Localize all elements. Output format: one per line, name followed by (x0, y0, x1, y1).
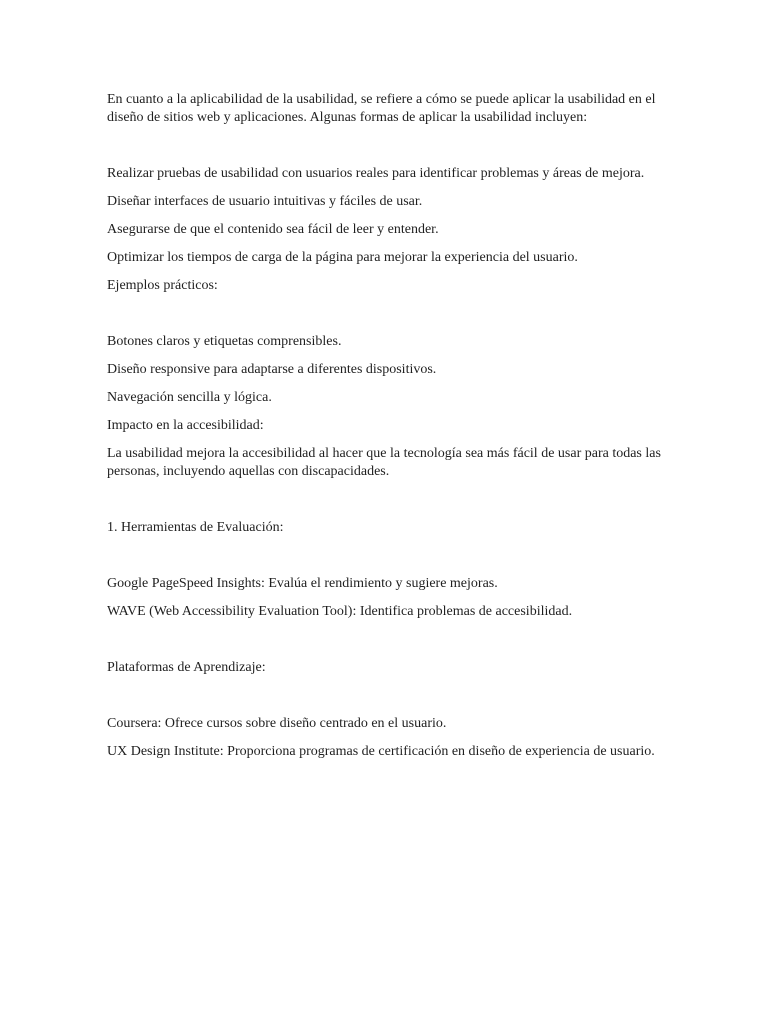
impact-paragraph: La usabilidad mejora la accesibilidad al hacer que la tecnología sea más fácil de usar para todas las personas, incluyendo aquellas con discapacidades. (107, 446, 661, 479)
usability-form-item: Realizar pruebas de usabilidad con usuarios reales para identificar problemas y áreas de mejora. (107, 166, 645, 181)
platform-item: UX Design Institute: Proporciona programas de certificación en diseño de experiencia de usuario. (107, 744, 655, 759)
usability-form-item: Optimizar los tiempos de carga de la página para mejorar la experiencia del usuario. (107, 250, 578, 265)
intro-paragraph: En cuanto a la aplicabilidad de la usabilidad, se refiere a cómo se puede aplicar la usabilidad en el diseño de sitios web y aplicaciones. Algunas formas de aplicar la usabilidad incluyen: (107, 92, 656, 125)
usability-form-item: Diseñar interfaces de usuario intuitivas y fáciles de usar. (107, 194, 423, 209)
impact-heading: Impacto en la accesibilidad: (107, 418, 264, 433)
tool-item: Google PageSpeed Insights: Evalúa el rendimiento y sugiere mejoras. (107, 576, 498, 591)
tool-item: WAVE (Web Accessibility Evaluation Tool): Identifica problemas de accesibilidad. (107, 604, 573, 619)
usability-form-item: Asegurarse de que el contenido sea fácil de leer y entender. (107, 222, 439, 237)
example-item: Botones claros y etiquetas comprensibles. (107, 334, 342, 349)
examples-heading: Ejemplos prácticos: (107, 278, 218, 293)
example-item: Diseño responsive para adaptarse a diferentes dispositivos. (107, 362, 437, 377)
example-item: Navegación sencilla y lógica. (107, 390, 272, 405)
platform-item: Coursera: Ofrece cursos sobre diseño centrado en el usuario. (107, 716, 447, 731)
platforms-heading: Plataformas de Aprendizaje: (107, 660, 266, 675)
document-body (107, 91, 667, 771)
tools-heading: 1. Herramientas de Evaluación: (107, 520, 284, 535)
